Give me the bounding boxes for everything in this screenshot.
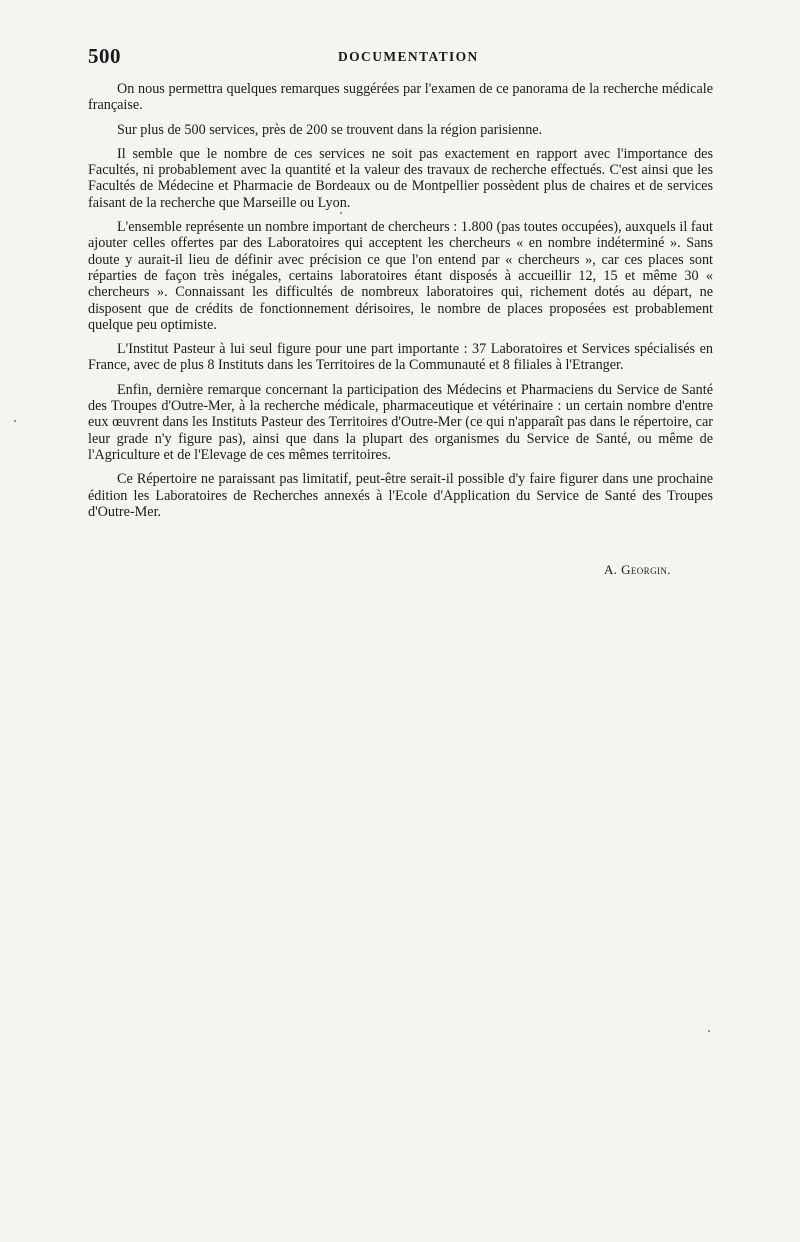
page-number: 500 [88, 44, 121, 68]
author-signature [604, 562, 671, 578]
scan-speck [340, 212, 342, 214]
body-text [88, 81, 713, 528]
paragraph: L'Institut Pasteur à lui seul figure pour une part importante : 37 Laboratoires et Services spécialisés en France, avec de plus 8 Instituts dans les Territoires de la Communauté et 8 filiales à l'Etranger. [88, 341, 713, 374]
running-head: DOCUMENTATION [338, 49, 479, 64]
scan-speck [14, 420, 16, 422]
scan-speck [708, 1030, 710, 1032]
author-name: A. Georgin. [604, 562, 671, 577]
paragraph: L'ensemble représente un nombre important de chercheurs : 1.800 (pas toutes occupées), auxquels il faut ajouter celles offertes par des Laboratoires qui acceptent les chercheurs « en nombre indéterminé ». Sans doute y aurait-il lieu de définir avec précision ce que l'on entend par « chercheurs », car ces places sont réparties de façon très inégales, certains laboratoires étant disposés à accueillir 12, 15 et même 30 « chercheurs ». Connaissant les difficultés de nombreux laboratoires qui, richement dotés au départ, ne disposent que de crédits de fonctionnement dérisoires, le nombre de places proposées est probablement quelque peu optimiste. [88, 219, 713, 333]
paragraph: Sur plus de 500 services, près de 200 se trouvent dans la région parisienne. [117, 121, 543, 138]
page-header [88, 44, 713, 70]
paragraph: On nous permettra quelques remarques suggérées par l'examen de ce panorama de la recherche médicale française. [88, 81, 713, 114]
paragraph: Enfin, dernière remarque concernant la participation des Médecins et Pharmaciens du Service de Santé des Troupes d'Outre-Mer, à la recherche médicale, pharmaceutique et vétérinaire : un certain nombre d'entre eux œuvrent dans les Instituts Pasteur des Territoires d'Outre-Mer (ce qui n'apparaît pas dans le répertoire, car leur grade n'y figure pas), ainsi que dans la plupart des organismes du Service de Santé, ou même de l'Agriculture et de l'Elevage de ces mêmes territoires. [88, 381, 713, 463]
paragraph: Ce Répertoire ne paraissant pas limitatif, peut-être serait-il possible d'y faire figurer dans une prochaine édition les Laboratoires de Recherches annexés à l'Ecole d'Application du Service de Santé des Troupes d'Outre-Mer. [88, 471, 713, 520]
paragraph: Il semble que le nombre de ces services ne soit pas exactement en rapport avec l'importance des Facultés, ni probablement avec la quantité et la valeur des travaux de recherche effectués. C'est ainsi que les Facultés de Médecine et Pharmacie de Bordeaux ou de Montpellier possèdent plus de chaires et de services faisant de la recherche que Marseille ou Lyon. [88, 145, 713, 211]
